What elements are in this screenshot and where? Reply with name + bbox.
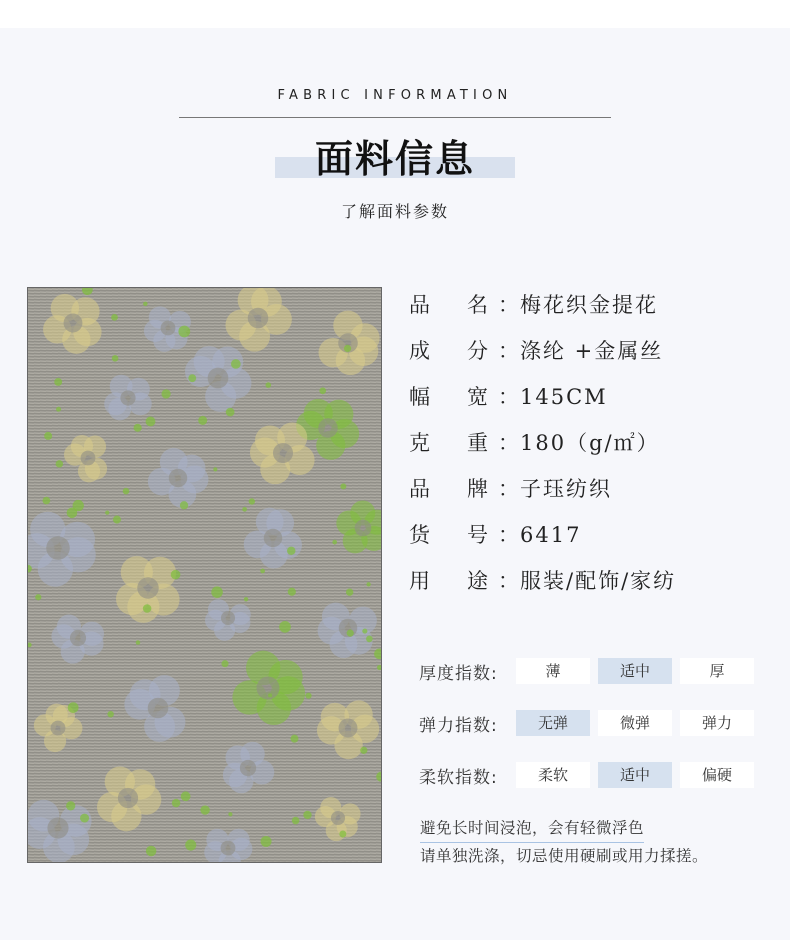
green-dot xyxy=(111,314,118,321)
green-dot xyxy=(123,488,130,495)
thickness-option-thick: 厚 xyxy=(680,658,754,684)
green-dot xyxy=(185,839,196,850)
green-dot xyxy=(56,460,63,467)
green-dot xyxy=(347,630,354,637)
spec-key-2: 名 xyxy=(467,293,490,317)
spec-key-2: 牌 xyxy=(467,477,490,501)
green-dot xyxy=(178,326,190,338)
green-dot xyxy=(339,831,346,838)
green-dot xyxy=(188,374,196,382)
green-dot xyxy=(136,640,141,645)
softness-option-stiff: 偏硬 xyxy=(680,762,754,788)
green-dot xyxy=(171,570,181,580)
softness-index-label: 柔软指数: xyxy=(419,767,498,788)
spec-separator: ： xyxy=(498,569,521,593)
green-dot xyxy=(290,735,298,743)
green-dot xyxy=(231,359,241,369)
green-dot xyxy=(213,467,217,471)
green-dot xyxy=(44,432,52,440)
spec-value: 服装/配饰/家纺 xyxy=(520,569,677,593)
green-dot xyxy=(113,516,121,524)
green-dot xyxy=(303,811,311,819)
spec-separator: ： xyxy=(498,293,521,317)
green-dot xyxy=(73,500,84,511)
spec-value: 子珏纺织 xyxy=(520,477,612,501)
green-dot xyxy=(288,588,296,596)
green-dot xyxy=(143,604,152,613)
spec-row xyxy=(409,466,676,512)
spec-row xyxy=(409,558,676,604)
blossom-motif xyxy=(116,556,180,623)
green-dot xyxy=(107,711,113,717)
thickness-index-row xyxy=(419,657,762,685)
spec-key-1: 幅 xyxy=(409,385,432,409)
green-dot xyxy=(112,355,119,362)
green-dot xyxy=(54,378,62,386)
top-strip xyxy=(0,0,790,28)
spec-separator: ： xyxy=(498,385,521,409)
green-dot xyxy=(366,582,370,586)
green-dot xyxy=(68,702,79,713)
green-dot xyxy=(242,507,247,512)
green-dot xyxy=(344,345,351,352)
thickness-option-medium: 适中 xyxy=(598,658,672,684)
green-dot xyxy=(172,799,181,808)
spec-row xyxy=(409,328,676,374)
spec-key-1: 用 xyxy=(409,569,432,593)
green-dot xyxy=(362,629,367,634)
green-dot xyxy=(261,836,272,847)
spec-key-2: 重 xyxy=(467,431,490,455)
spec-key-1: 成 xyxy=(409,339,432,363)
green-dot xyxy=(244,597,248,601)
spec-key-2: 分 xyxy=(467,339,490,363)
elasticity-index-row xyxy=(419,709,762,737)
spec-row xyxy=(409,374,676,420)
green-dot xyxy=(35,594,41,600)
english-title: FABRIC INFORMATION xyxy=(277,88,513,103)
spec-key-1: 克 xyxy=(409,431,432,455)
green-dot xyxy=(377,665,382,670)
spec-separator: ： xyxy=(498,477,521,501)
green-dot xyxy=(305,693,311,699)
spec-value: 梅花织金提花 xyxy=(520,293,658,317)
thickness-index-label: 厚度指数: xyxy=(419,663,498,684)
green-dot xyxy=(200,805,209,814)
green-dot xyxy=(226,408,235,417)
green-dot xyxy=(146,417,156,427)
green-dot xyxy=(146,846,157,857)
spec-list xyxy=(409,282,676,604)
spec-key-2: 宽 xyxy=(467,385,490,409)
green-dot xyxy=(181,791,191,801)
spec-key-1: 品 xyxy=(409,293,432,317)
green-dot xyxy=(56,407,61,412)
green-dot xyxy=(105,511,109,515)
care-line-1: 避免长时间浸泡，会有轻微浮色 xyxy=(420,815,644,843)
green-dot xyxy=(260,569,265,574)
green-dot xyxy=(80,814,89,823)
green-dot xyxy=(161,389,170,398)
green-dot xyxy=(279,621,291,633)
spec-row xyxy=(409,282,676,328)
spec-separator: ： xyxy=(498,523,521,547)
green-dot xyxy=(292,817,300,825)
page-subtitle: 了解面料参数 xyxy=(340,202,449,221)
green-dot xyxy=(340,483,346,489)
fabric-pattern-svg xyxy=(28,288,382,863)
green-dot xyxy=(268,693,272,697)
spec-key-2: 号 xyxy=(467,523,490,547)
green-dot xyxy=(180,501,188,509)
green-dot xyxy=(287,547,295,555)
spec-key-1: 货 xyxy=(409,523,432,547)
care-instructions xyxy=(420,815,708,869)
fabric-swatch-image xyxy=(27,287,382,863)
elasticity-option-none: 无弹 xyxy=(516,710,590,736)
spec-separator: ： xyxy=(498,431,521,455)
elasticity-option-stretch: 弹力 xyxy=(680,710,754,736)
green-dot xyxy=(143,302,147,306)
care-line-2: 请单独洗涤，切忌使用硬刷或用力揉搓。 xyxy=(420,847,709,865)
spec-row xyxy=(409,420,676,466)
green-dot xyxy=(66,801,75,810)
green-dot xyxy=(366,636,373,643)
blossom-motif xyxy=(104,375,152,421)
green-dot xyxy=(134,424,142,432)
spec-key-2: 途 xyxy=(467,569,490,593)
page-title: 面料信息 xyxy=(314,137,475,181)
spec-value: 180（g/㎡） xyxy=(520,431,660,455)
green-dot xyxy=(266,382,272,388)
spec-row xyxy=(409,512,676,558)
green-dot xyxy=(198,416,207,425)
green-dot xyxy=(332,540,337,545)
spec-value: 6417 xyxy=(520,523,582,547)
green-dot xyxy=(221,660,228,667)
softness-option-medium: 适中 xyxy=(598,762,672,788)
green-dot xyxy=(346,589,353,596)
elasticity-index-label: 弹力指数: xyxy=(419,715,498,736)
softness-index-row xyxy=(419,761,762,789)
green-dot xyxy=(360,747,367,754)
green-dot xyxy=(211,586,223,598)
green-dot xyxy=(42,497,50,505)
elasticity-option-slight: 微弹 xyxy=(598,710,672,736)
title-divider xyxy=(179,117,611,118)
thickness-option-thin: 薄 xyxy=(516,658,590,684)
spec-value: 涤纶 +金属丝 xyxy=(520,339,664,363)
softness-option-soft: 柔软 xyxy=(516,762,590,788)
spec-value: 145CM xyxy=(520,385,608,409)
spec-key-1: 品 xyxy=(409,477,432,501)
spec-separator: ： xyxy=(498,339,521,363)
green-dot xyxy=(228,812,232,816)
green-dot xyxy=(319,387,326,394)
green-dot xyxy=(249,498,255,504)
